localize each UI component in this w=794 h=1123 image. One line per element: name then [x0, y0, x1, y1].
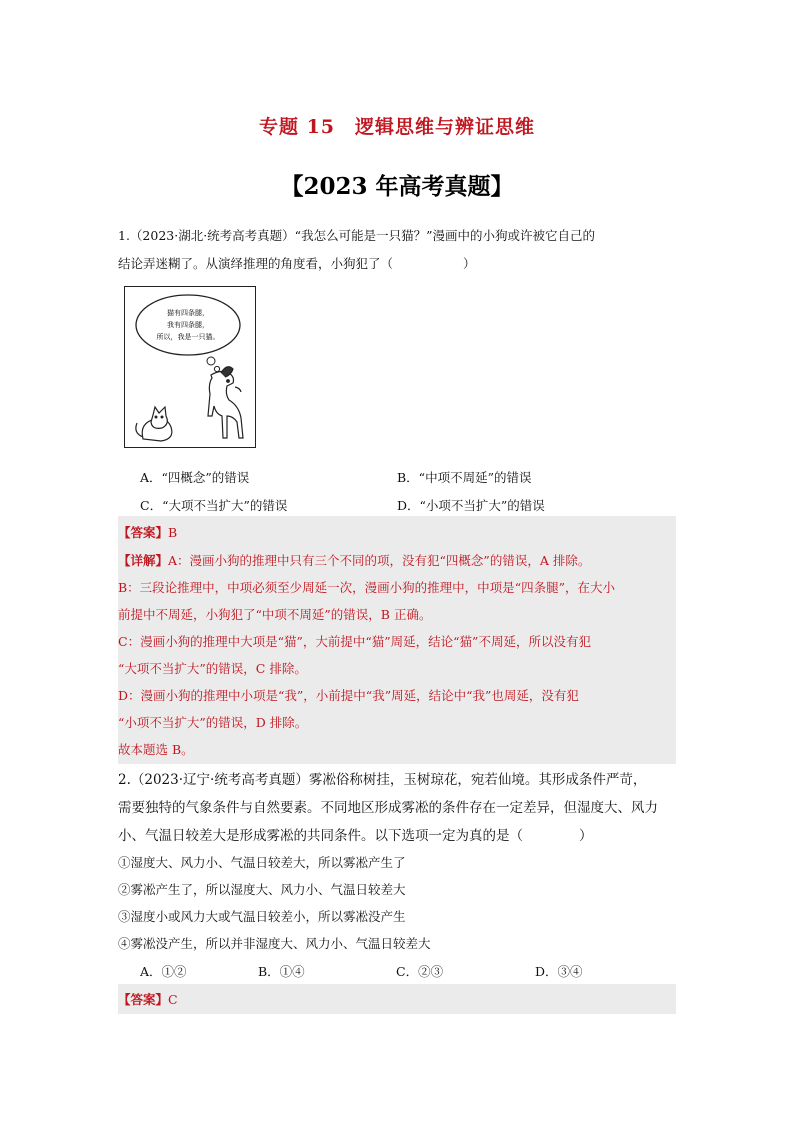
- q1-option-c: C．“大项不当扩大”的错误: [140, 498, 288, 513]
- cat-drawing: [136, 407, 172, 441]
- q1-option-b: B．“中项不周延”的错误: [397, 470, 532, 485]
- q1-detail-b-2: 前提中不周延，小狗犯了“中项不周延”的错误，B 正确。: [118, 607, 432, 622]
- q2-stem-line-3: 小、气温日较差大是形成雾凇的共同条件。以下选项一定为真的是（ ）: [118, 828, 593, 844]
- q2-answer: 【答案】C: [118, 992, 178, 1007]
- q1-detail-d-1: D：漫画小狗的推理中小项是“我”，小前提中“我”周延，结论中“我”也周延，没有犯: [118, 688, 579, 703]
- q1-answer-block: [118, 516, 676, 764]
- q1-detail-b-1: B：三段论推理中，中项必须至少周延一次，漫画小狗的推理中，中项是“四条腿”，在大小: [118, 580, 615, 595]
- q2-stem-line-2: 需要独特的气象条件与自然要素。不同地区形成雾凇的条件存在一定差异，但湿度大、风力: [118, 800, 658, 816]
- q1-answer: 【答案】B: [118, 525, 178, 540]
- q1-detail-d-2: “小项不当扩大”的错误，D 排除。: [118, 715, 308, 730]
- section-title: 【2023 年高考真题】: [280, 173, 514, 200]
- q2-item-3: ③湿度小或风力大或气温日较差小，所以雾凇没产生: [118, 909, 406, 924]
- q2-option-c: C．②③: [396, 964, 444, 979]
- q2-option-a: A．①②: [140, 964, 187, 979]
- q2-answer-block: [118, 984, 676, 1014]
- q1-stem-line-2: 结论弄迷糊了。从演绎推理的角度看，小狗犯了（ ）: [118, 256, 476, 271]
- q2-option-d: D．③④: [535, 964, 583, 979]
- cartoon-illustration: [125, 287, 254, 446]
- bubble-line-3: 所以，我是一只猫。: [156, 333, 220, 341]
- q2-stem-line-1: 2.（2023·辽宁·统考高考真题）雾凇俗称树挂，玉树琼花，宛若仙境。其形成条件严苛，: [118, 772, 647, 788]
- bubble-line-2: 我有四条腿，: [167, 321, 209, 329]
- q1-option-d: D．“小项不当扩大”的错误: [397, 498, 545, 513]
- q2-option-b: B．①④: [258, 964, 305, 979]
- q1-option-a: A．“四概念”的错误: [140, 470, 250, 485]
- topic-title: 专题 15 逻辑思维与辨证思维: [258, 116, 536, 138]
- q2-item-2: ②雾凇产生了，所以湿度大、风力小、气温日较差大: [118, 882, 406, 897]
- q1-detail-a: 【详解】A：漫画小狗的推理中只有三个不同的项，没有犯“四概念”的错误，A 排除。: [118, 553, 591, 568]
- q1-detail-c-1: C：漫画小狗的推理中大项是“猫”，大前提中“猫”周延，结论“猫”不周延，所以没有犯: [118, 634, 591, 649]
- cartoon-dog-cat-figure: [124, 286, 256, 448]
- q1-stem-line-1: 1.（2023·湖北·统考高考真题）“我怎么可能是一只猫？”漫画中的小狗或许被它自己的: [118, 228, 595, 243]
- q2-item-4: ④雾凇没产生，所以并非湿度大、风力小、气温日较差大: [118, 936, 431, 951]
- q2-item-1: ①湿度大、风力小、气温日较差大，所以雾凇产生了: [118, 855, 406, 870]
- q1-detail-c-2: “大项不当扩大”的错误，C 排除。: [118, 661, 307, 676]
- bubble-line-1: 猫有四条腿，: [167, 309, 209, 317]
- q1-conclusion: 故本题选 B。: [118, 742, 194, 757]
- dog-drawing: [208, 367, 243, 438]
